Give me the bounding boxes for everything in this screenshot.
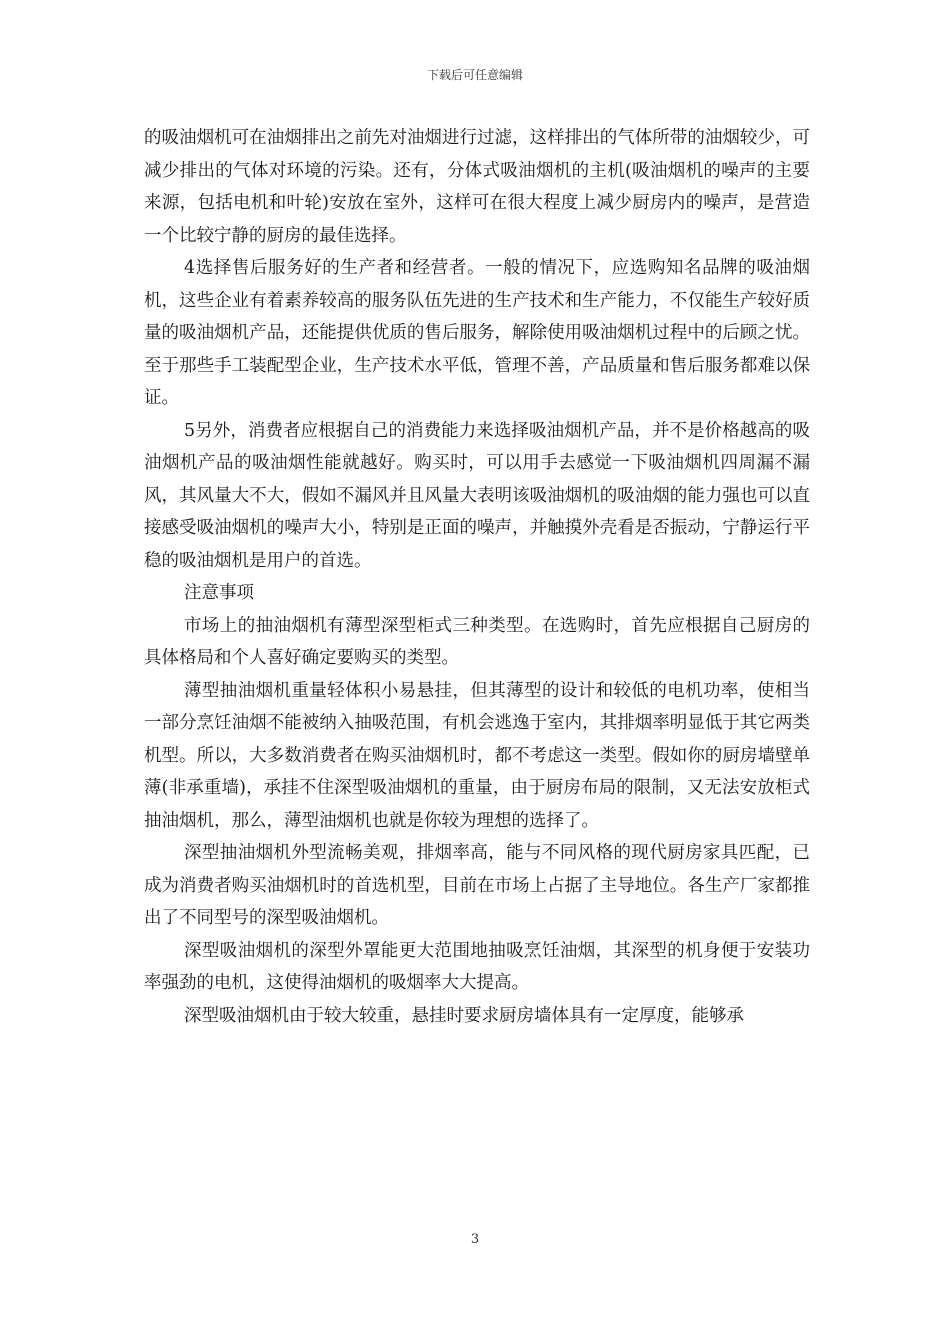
page-header: 下载后可任意编辑 — [426, 68, 523, 82]
paragraph-three-types: 市场上的抽油烟机有薄型深型柜式三种类型。在选购时，首先应根据自己厨房的具体格局和个人喜好确定要购买的类型。 — [144, 615, 810, 668]
section-heading-notes: 注意事项 — [184, 583, 254, 603]
paragraph-thin-type: 薄型抽油烟机重量轻体积小易悬挂，但其薄型的设计和较低的电机功率，使相当一部分烹饪油烟不能被纳入抽吸范围，有机会逃逸于室内，其排烟率明显低于其它两类机型。所以，大多数消费者在购买油烟机时，都不考虑这一类型。假如你的厨房墙壁单薄(非承重墙)，承挂不住深型吸油烟机的重量，由于厨房布局的限制，又无法安放柜式抽油烟机，那么，薄型油烟机也就是你较为理想的选择了。 — [144, 680, 810, 831]
paragraph-after-sales: 4选择售后服务好的生产者和经营者。一般的情况下，应选购知名品牌的吸油烟机，这些企业有着素养较高的服务队伍先进的生产技术和生产能力，不仅能生产较好质量的吸油烟机产品，还能提供优质的售后服务，解除使用吸油烟机过程中的后顾之忧。至于那些手工装配型企业，生产技术水平低，管理不善，产品质量和售后服务都难以保证。 — [144, 258, 810, 408]
page-number: 3 — [470, 1232, 480, 1247]
paragraph-deep-weight: 深型吸油烟机由于较大较重，悬挂时要求厨房墙体具有一定厚度，能够承 — [184, 1005, 744, 1026]
paragraph-continuation: 的吸油烟机可在油烟排出之前先对油烟进行过滤，这样排出的气体所带的油烟较少，可减少排出的气体对环境的污染。还有，分体式吸油烟机的主机(吸油烟机的噪声的主要来源，包括电机和叶轮)安放在室外，这样可在很大程度上减少厨房内的噪声，是营造一个比较宁静的厨房的最佳选择。 — [144, 128, 810, 246]
paragraph-consumer-ability: 5另外，消费者应根据自己的消费能力来选择吸油烟机产品，并不是价格越高的吸油烟机产品的吸油烟性能就越好。购买时，可以用手去感觉一下吸油烟机四周漏不漏风，其风量大不大，假如不漏风并且风量大表明该吸油烟机的吸油烟的能力强也可以直接感受吸油烟机的噪声大小，特别是正面的噪声，并触摸外壳看是否振动，宁静运行平稳的吸油烟机是用户的首选。 — [144, 420, 810, 571]
paragraph-deep-hood: 深型吸油烟机的深型外罩能更大范围地抽吸烹饪油烟，其深型的机身便于安装功率强劲的电机，这使得油烟机的吸烟率大大提高。 — [144, 940, 810, 993]
document-body — [144, 122, 810, 1032]
paragraph-deep-type: 深型抽油烟机外型流畅美观，排烟率高，能与不同风格的现代厨房家具匹配，已成为消费者购买油烟机时的首选机型，目前在市场上占据了主导地位。各生产厂家都推出了不同型号的深型吸油烟机。 — [144, 843, 810, 928]
